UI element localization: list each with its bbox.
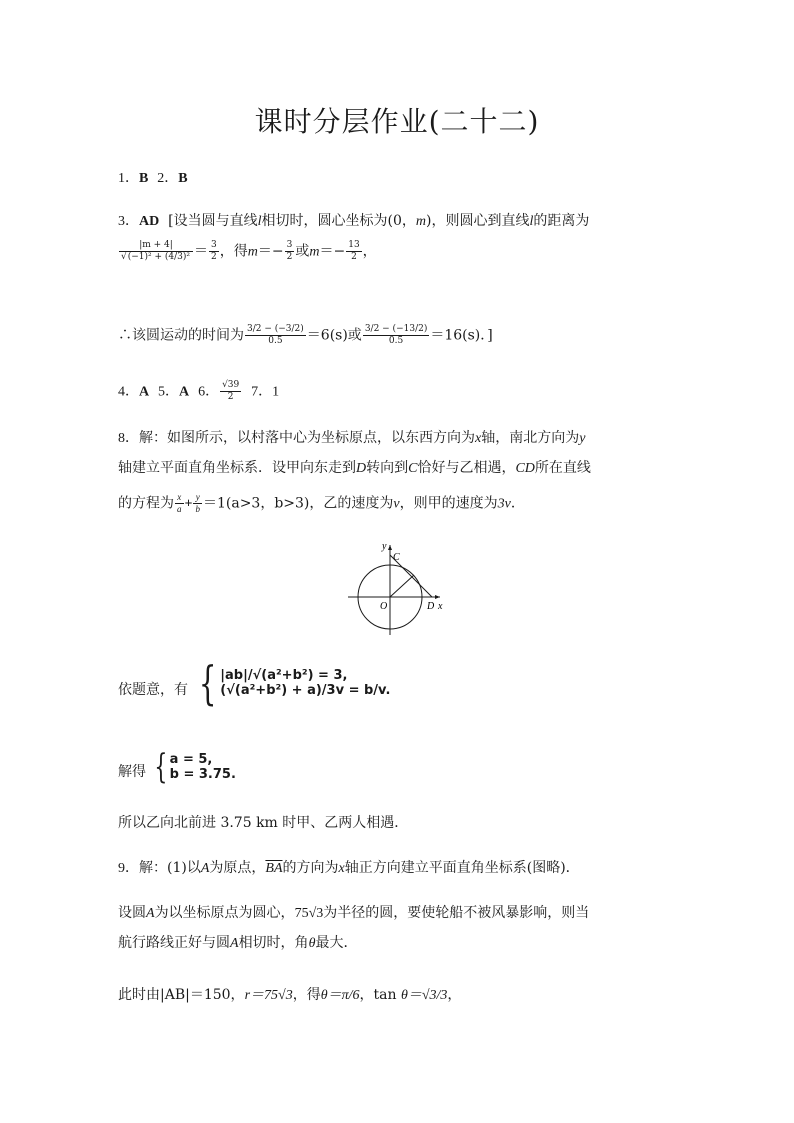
text: 设圆	[118, 905, 146, 921]
math-var: m	[415, 214, 426, 229]
circle-diagram	[340, 535, 460, 640]
math-var: θ	[308, 936, 316, 951]
text: 此时由|AB|＝150，	[118, 987, 245, 1003]
answer-line-8a	[118, 428, 585, 449]
distance-fraction	[119, 240, 193, 263]
frac-num: 13	[348, 240, 360, 250]
text: 转向到	[366, 460, 409, 476]
question-number: 2．	[157, 171, 179, 186]
fraction	[193, 492, 202, 515]
answer-line-9a	[118, 858, 580, 879]
equation-system	[193, 656, 391, 710]
frac-den: a	[177, 504, 182, 514]
text: ，得	[219, 243, 248, 260]
text: ，则甲的速度为	[399, 495, 498, 512]
frac-num: 3	[286, 240, 293, 250]
text: 轴建立平面直角坐标系．设甲向东走到	[118, 460, 356, 476]
answer-fraction	[220, 380, 241, 403]
label-c: C	[393, 552, 400, 563]
math-var: v	[393, 496, 400, 512]
frac-den: 0.5	[268, 336, 283, 346]
math-value: 75√3	[294, 906, 324, 921]
frac-num: x	[175, 492, 184, 504]
text: 为原点，	[209, 860, 266, 876]
text: ，得	[292, 987, 321, 1003]
radius-line	[390, 575, 414, 597]
plus-sign: +	[184, 496, 193, 512]
question-number: 5．	[158, 384, 180, 400]
answer-line-9d	[118, 985, 461, 1006]
label-x: x	[438, 601, 443, 612]
answer-line-9c	[118, 933, 357, 954]
frac-den: 2	[211, 252, 217, 262]
frac-den: √(−1)² + (4/3)²	[121, 252, 191, 262]
text: ＝16(s)．]	[430, 327, 493, 344]
time-fraction-1	[245, 324, 306, 347]
math-var: 3v	[497, 496, 511, 512]
text: 的距离为	[533, 213, 590, 229]
math-var: CD	[515, 461, 535, 476]
fraction	[209, 240, 219, 263]
frac-num: y	[193, 492, 202, 504]
text: 恰好与乙相遇，	[417, 460, 516, 476]
text: ，	[447, 987, 462, 1003]
text: ．	[510, 495, 525, 512]
math-var: A	[230, 936, 239, 951]
text: ，	[362, 243, 377, 260]
math-var: x	[338, 861, 345, 876]
frac-den: 0.5	[388, 336, 404, 346]
time-fraction-2	[363, 324, 430, 347]
y-arrow	[388, 545, 392, 550]
question-number: 4．	[118, 384, 139, 400]
vector-ba: $\overline{BA}$	[265, 861, 283, 876]
text: [设当圆与直线	[168, 213, 258, 229]
answer-value: A	[139, 384, 150, 400]
solution-row: b = 3.75.	[169, 767, 236, 782]
frac-num: √39	[222, 380, 240, 390]
text: 如图所示，以村落中心为坐标原点，以东西方向为	[167, 430, 475, 446]
solve-lead: 解得	[118, 764, 146, 780]
fraction	[285, 240, 295, 263]
text: 航行路线正好与圆	[118, 935, 230, 951]
text: ∴该圆运动的时间为	[118, 327, 244, 344]
text: 相切时，角	[238, 935, 309, 951]
label-d: D	[427, 601, 435, 612]
label-o: O	[380, 601, 388, 612]
math-var: D	[356, 461, 367, 476]
text: (1)以	[167, 860, 201, 876]
coordinate-figure	[340, 535, 460, 644]
answer-line-3b: $\frac{|m + 4|}{\text{√(−1)² + (4/3)²}}$ ＝ $\frac{3}{2}$ ，得m＝− $\frac{3}{2}$ 或m＝− $\frac{13}{2}$ ，	[121, 240, 377, 262]
question-number: 9．	[118, 861, 139, 876]
math-var: A	[200, 861, 210, 876]
answer-line-8c	[118, 492, 525, 515]
fraction	[175, 492, 184, 515]
answer-line-3c	[118, 324, 493, 347]
answer-line-8b	[118, 458, 591, 479]
radicand: (−1)² + (4/3)²	[127, 252, 191, 262]
text: 或	[295, 243, 310, 260]
solution-rows	[170, 752, 236, 782]
answer-line-3	[118, 211, 589, 232]
text: 解：	[139, 430, 167, 446]
frac-num: 3/2 − (−3/2)	[247, 324, 304, 334]
frac-num: 3/2 − (−13/2)	[364, 324, 428, 334]
math-var: y	[579, 431, 586, 446]
fraction	[346, 240, 361, 263]
text: 最大．	[315, 935, 358, 951]
math-var: C	[408, 461, 418, 476]
answer-line-1-2	[118, 168, 188, 189]
text: 解：	[139, 860, 167, 876]
math-value: r＝75√3	[244, 988, 293, 1003]
math-var: l	[257, 214, 262, 229]
page-title: 课时分层作业(二十二)	[254, 105, 540, 138]
answer-line-8-conclusion: 所以乙向北前进 3.75 km 时甲、乙两人相遇．	[118, 815, 409, 831]
question-number: 6．	[198, 384, 220, 400]
frac-den: 2	[286, 252, 293, 262]
answer-value: 1	[272, 384, 280, 400]
left-brace: {	[154, 747, 168, 787]
answer-value: B	[139, 171, 149, 186]
text: 为半径的圆，要使轮船不被风暴影响，则当	[323, 905, 590, 921]
solution-row: a = 5,	[169, 752, 213, 767]
text: 相切时，圆心坐标为(0，	[261, 213, 416, 229]
text: ＝1(a>3，b>3)，乙的速度为	[202, 495, 394, 512]
text: ＝6(s)或	[306, 327, 362, 344]
frac-den: b	[195, 504, 200, 514]
text: ，tan	[359, 987, 397, 1003]
frac-den: 2	[351, 252, 357, 262]
left-brace: {	[198, 656, 217, 710]
math-var: m	[309, 244, 320, 260]
text: 的方向为	[282, 860, 339, 876]
solution-system	[150, 747, 236, 787]
question-number: 8．	[118, 431, 139, 446]
text: 轴正方向建立平面直角坐标系(图略)．	[344, 860, 580, 876]
text: 的方程为	[118, 495, 174, 512]
x-arrow	[435, 595, 440, 599]
answer-value: B	[178, 171, 188, 186]
system-lead: 依题意，有	[118, 682, 188, 698]
math-value: θ＝√3/3	[400, 988, 448, 1003]
label-y: y	[382, 541, 387, 552]
math-var: A	[146, 906, 155, 921]
math-value: θ＝π/6	[320, 988, 360, 1003]
question-number: 7．	[251, 384, 273, 400]
system-row: |ab|/√(a²+b²) = 3,	[220, 668, 348, 683]
frac-den: 2	[227, 392, 234, 402]
math-var: x	[475, 431, 482, 446]
answer-value: A	[179, 384, 190, 400]
question-number: 1．	[118, 171, 139, 186]
text: 轴，南北方向为	[481, 430, 580, 446]
system-row: (√(a²+b²) + a)/3v = b/v.	[220, 683, 391, 698]
system-rows	[220, 668, 390, 698]
math-var: l	[529, 214, 534, 229]
math-var: m	[247, 244, 258, 260]
answer-value: AD	[139, 214, 160, 229]
text: 为以坐标原点为圆心，	[154, 905, 295, 921]
answer-line-9b	[118, 903, 589, 924]
question-number: 3．	[118, 214, 139, 229]
frac-num: |m + 4|	[119, 240, 193, 252]
answer-line-4-7	[118, 380, 279, 403]
text: )，则圆心到直线	[426, 213, 530, 229]
text: 所在直线	[534, 460, 591, 476]
frac-num: 3	[211, 240, 217, 250]
